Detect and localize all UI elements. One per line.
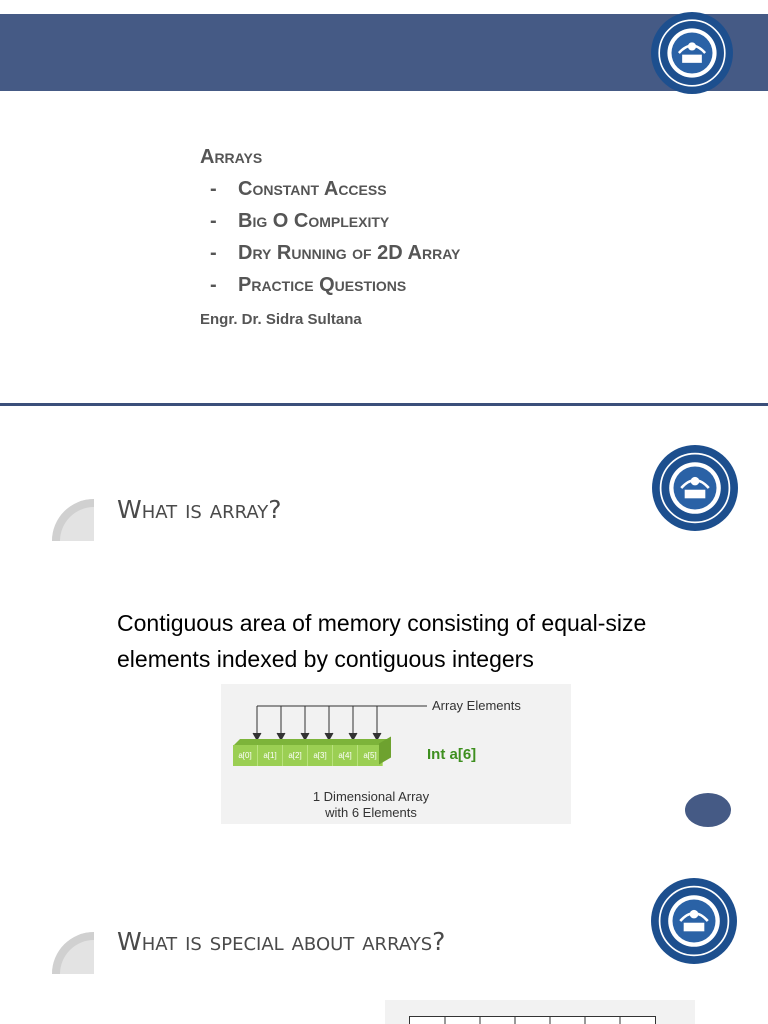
bullet-dash: - <box>210 274 217 296</box>
slide-heading: What is array? <box>117 495 282 524</box>
agenda-item-label: Big O Complexity <box>238 210 390 232</box>
special-arrays-slide <box>0 860 768 1024</box>
agenda-item-label: Practice Questions <box>238 274 407 296</box>
author-name: Engr. Dr. Sidra Sultana <box>200 311 362 328</box>
array-cells <box>233 745 383 766</box>
array-grid-figure <box>385 1000 695 1024</box>
bullet-dash: - <box>210 210 217 232</box>
agenda-item <box>200 274 460 297</box>
array-elements-label: Array Elements <box>432 698 521 713</box>
agenda-title: Arrays <box>200 146 263 168</box>
bullet-dash: - <box>210 178 217 200</box>
agenda-item <box>200 178 460 201</box>
array-diagram <box>221 684 571 824</box>
slide-heading: What is special about arrays? <box>117 927 446 956</box>
array-grid <box>409 1016 659 1024</box>
array-caption <box>221 789 521 821</box>
array-definition-text: Contiguous area of memory consisting of equal-size elements indexed by contiguous integers <box>117 610 647 672</box>
title-slide <box>0 0 768 404</box>
slide-nav-button[interactable] <box>685 793 731 827</box>
array-cell: a[3] <box>308 745 333 766</box>
slide-separator <box>0 403 768 406</box>
agenda-item-label: Dry Running of 2D Array <box>238 242 461 264</box>
array-cell: a[4] <box>333 745 358 766</box>
array-cell: a[0] <box>233 745 258 766</box>
array-cell: a[1] <box>258 745 283 766</box>
bullet-dash: - <box>210 242 217 264</box>
caption-line: 1 Dimensional Array <box>312 789 430 804</box>
quarter-circle-deco-icon <box>52 499 94 541</box>
array-declaration-label: Int a[6] <box>427 746 477 763</box>
university-seal-icon <box>651 878 737 964</box>
agenda-item-label: Constant Access <box>238 178 387 200</box>
agenda-item <box>200 242 460 265</box>
agenda-item <box>200 210 460 233</box>
caption-line: with 6 Elements <box>325 805 417 820</box>
array-definition-slide <box>0 407 768 857</box>
array-cell: a[2] <box>283 745 308 766</box>
agenda <box>200 146 460 328</box>
university-seal-icon <box>652 445 738 531</box>
quarter-circle-deco-icon <box>52 932 94 974</box>
university-seal-icon <box>651 12 733 94</box>
array-cell: a[5] <box>358 745 383 766</box>
